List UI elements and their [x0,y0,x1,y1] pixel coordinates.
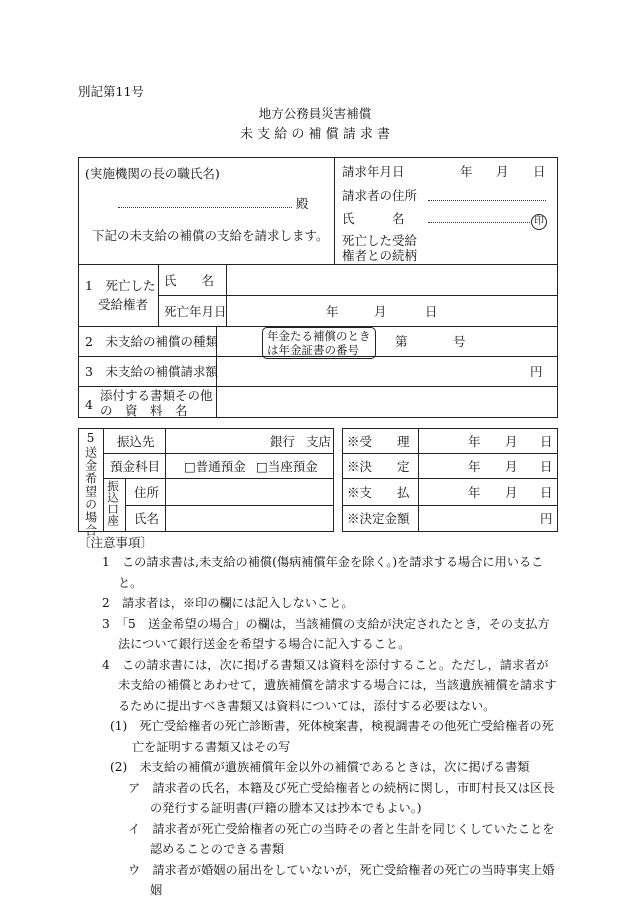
decided-day: 日 [540,459,553,474]
request-month: 月 [496,164,509,179]
ordinary-checkbox[interactable]: □普通預金 [184,459,246,474]
notes-list [78,552,560,901]
account-holder-label: 氏名 [134,511,160,526]
note-item: (2) 未支給の補償が遺族補償年金以外の補償であるときは，次に掲げる書類 [110,760,530,774]
decided-month: 月 [505,459,518,474]
deposit-label: 預金科目 [110,459,161,474]
note-item: イ 請求者が死亡受給権者の死亡の当時その者と生計を同じくしていたことを認めることのできる書類 [128,821,555,856]
transfer-label: 振込先 [117,434,155,449]
notes-heading: 〔注意事項〕 [78,535,154,550]
death-month: 月 [374,304,387,319]
pension-note: 年金たる補償のとき は年金証書の番号 [262,327,376,359]
note-item: 3 「5 送金希望の場合」の欄は，当該補償の支給が決定されたとき，その支払方法について銀行送金を希望する場合に記入すること。 [102,616,550,651]
current-checkbox[interactable]: □当座預金 [256,459,318,474]
account-address-label: 住所 [134,485,160,500]
decided-year: 年 [468,459,481,474]
received-label: ※受 理 [347,434,410,449]
section3-label: 3 未支給の補償請求額 [85,364,218,379]
relation-label-1: 死亡した受給 [342,233,418,248]
section4-label-2: の 資 料 名 [100,403,188,418]
note-item: 4 この請求書には，次に掲げる書類又は資料を添付すること。ただし，請求者が未支給の補償とあわせて，遺族補償を請求する場合には，当該遺族補償を請求するために提出すべき書類又は資料については，添付する必要はない。 [102,657,557,713]
agency-label: (実施機関の長の職氏名) [85,166,220,181]
form-number: 別記第11号 [78,84,144,99]
dai-label: 第 [395,334,408,349]
paid-year: 年 [468,485,481,500]
paid-label: ※支 払 [347,485,410,500]
note-item: ア 請求者の氏名，本籍及び死亡受給権者との続柄に関し，市町村長又は区長の発行する証明書(戸籍の謄本又は抄本でもよい。) [128,780,555,815]
bank-label: 銀行 [270,434,296,449]
account-vertical-label: 振込口座 [106,480,121,526]
section1-label-2: 受給権者 [98,297,149,312]
branch-label: 支店 [306,434,332,449]
gou-label: 号 [453,334,466,349]
note-item: ウ 請求者が婚姻の届出をしていないが，死亡受給権者の死亡の当時事実上婚姻 [128,862,555,897]
paid-day: 日 [540,485,553,500]
death-day: 日 [425,304,438,319]
section5-vertical-label: 5送金希望の場合 [83,431,98,537]
section1-label-1: 1 死亡した [85,278,156,293]
relation-label-2: 権者との続柄 [342,248,418,263]
received-year: 年 [468,434,481,449]
death-year: 年 [326,304,339,319]
death-date-label: 死亡年月日 [164,304,227,319]
dono-label: 殿 [296,196,309,211]
name-label: 氏 名 [342,211,405,226]
request-day: 日 [533,164,546,179]
paid-month: 月 [505,485,518,500]
title-line1: 地方公務員災害補償 [258,106,372,121]
note-item: 2 請求者は，※印の欄には記入しないこと。 [102,596,354,610]
decided-label: ※決 定 [347,459,410,474]
amount-label: ※決定金額 [347,511,410,526]
section3-yen: 円 [530,364,543,379]
request-year: 年 [460,164,473,179]
note-item: (1) 死亡受給権者の死亡診断書，死体検案書，検視調書その他死亡受給権者の死亡を証明する書類又はその写 [110,719,554,754]
section4-num: 4 [85,397,93,412]
deceased-name-label: 氏 名 [164,273,215,288]
amount-yen: 円 [540,511,553,526]
seal-icon: 印 [531,209,547,230]
address-label: 請求者の住所 [342,188,418,203]
form-title: 未 支 給 の 補 償 請 求 書 [239,127,391,142]
section2-label: 2 未支給の補償の種類 [85,334,218,349]
received-day: 日 [540,434,553,449]
request-date-label: 請求年月日 [342,164,405,179]
section4-label-1: 添付する書類その他 [100,388,213,403]
received-month: 月 [505,434,518,449]
request-text: 下記の未支給の補償の支給を請求します。 [92,228,329,243]
note-item: 1 この請求書は,未支給の補償(傷病補償年金を除く。)を請求する場合に用いること。 [102,555,544,590]
